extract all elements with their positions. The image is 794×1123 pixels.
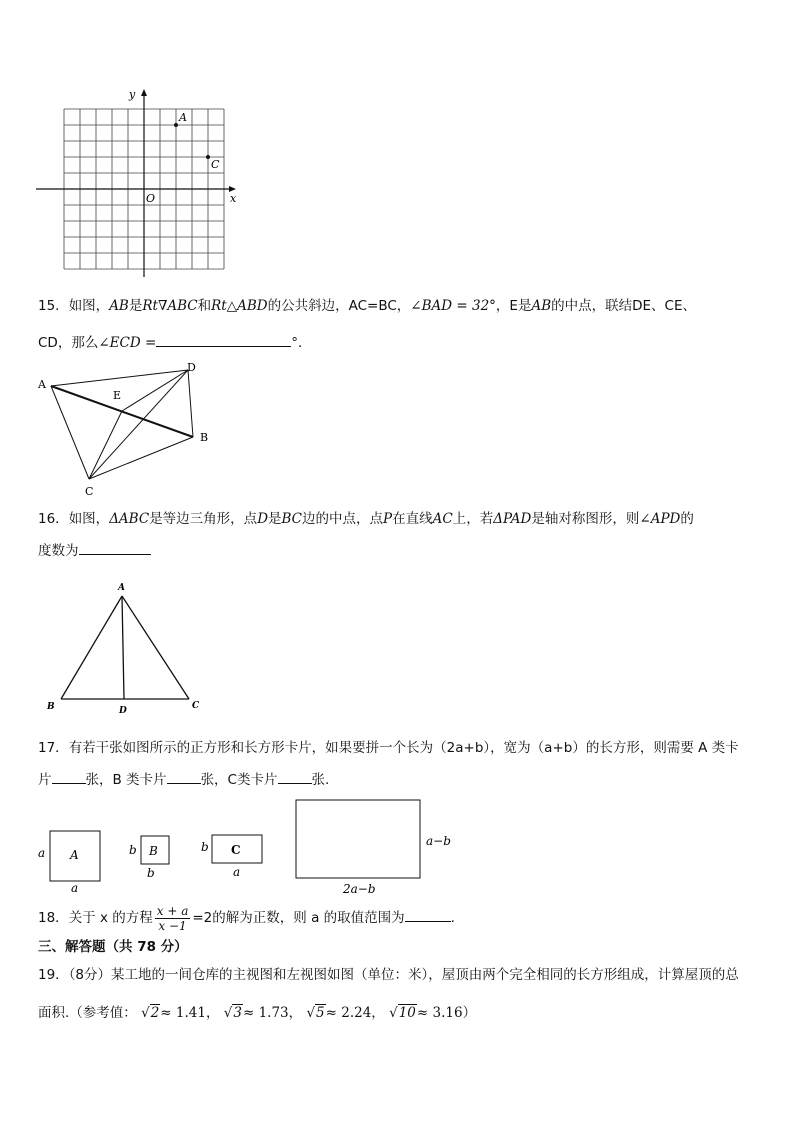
q17-text: 有若干张如图所示的正方形和长方形卡片，如果要拼一个长为（2a+b），宽为（a+b）的长方形，则需要 A 类卡 — [68, 740, 739, 756]
q15-quadrilateral-figure — [30, 360, 220, 500]
radicand: 3 — [233, 1005, 242, 1021]
q15-text: 是 — [128, 298, 143, 314]
q15-text: 如图， — [68, 298, 110, 314]
q15-angle-ecd: ∠ECD = — [98, 335, 157, 351]
sqrt-2: √2 — [141, 1005, 160, 1021]
q18-answer-blank[interactable] — [405, 907, 451, 922]
q15-label-a: A — [38, 378, 46, 391]
q17-text: 片 — [38, 772, 52, 788]
q18-number: 18． — [38, 910, 69, 926]
radicand: 2 — [150, 1005, 160, 1021]
q16-text: 在直线 — [392, 511, 433, 527]
card-c-name: C — [231, 843, 241, 857]
q17-line1 — [38, 738, 739, 758]
q15-ab: AB — [109, 298, 129, 314]
q16-text: 度数为 — [38, 543, 79, 559]
q16-line2 — [38, 540, 151, 561]
q17-blank-a[interactable] — [52, 769, 86, 784]
q15-label-c: C — [85, 485, 94, 498]
q18-denominator: x −1 — [158, 918, 187, 933]
q17-text: 张，B 类卡片 — [85, 772, 167, 788]
y-axis-arrow — [141, 89, 147, 96]
q15-text: CD，那么 — [38, 335, 99, 351]
q15-label-b: B — [200, 431, 209, 444]
card-c-bottom: a — [233, 865, 241, 879]
q15-number: 15． — [38, 298, 69, 314]
q17-cards-figure — [30, 795, 470, 900]
q15-ab: AB — [531, 298, 552, 314]
sqrt-5: √5 — [306, 1005, 325, 1021]
card-b-bottom: b — [147, 866, 155, 880]
x-axis-label: x — [230, 192, 237, 205]
q16-ac: AC — [432, 511, 453, 527]
q18-text: =2的解为正数，则 a 的取值范围为 — [192, 910, 405, 926]
q16-answer-blank[interactable] — [79, 540, 151, 555]
big-bottom: 2a−b — [343, 882, 376, 896]
q16-text: 是等边三角形，点 — [149, 511, 258, 527]
sqrt-10: √10 — [389, 1005, 416, 1021]
q16-triangle-figure — [40, 578, 210, 718]
q19-line2 — [38, 1003, 476, 1023]
q16-text: 是轴对称图形，则 — [531, 511, 640, 527]
q15-answer-blank[interactable] — [156, 332, 291, 347]
q17-text: 张，C类卡片 — [200, 772, 278, 788]
q19-value: ≈ 1.41， — [160, 1005, 220, 1021]
card-a-name: A — [70, 848, 79, 862]
q19-text: （8分）某工地的一间仓库的主视图和左视图如图（单位：米），屋顶由两个完全相同的长方形组成，计算屋顶的总 — [68, 967, 739, 983]
q16-angle-apd: ∠APD — [639, 511, 681, 527]
q16-number: 16． — [38, 511, 69, 527]
q17-blank-c[interactable] — [278, 769, 312, 784]
big-side: a−b — [426, 834, 451, 848]
card-a-bottom: a — [71, 881, 79, 895]
q17-number: 17． — [38, 740, 69, 756]
q16-bc: BC — [281, 511, 303, 527]
point-a-label: A — [179, 111, 187, 124]
q15-rt-abc: Rt∇ABC — [142, 298, 198, 314]
q19-value: ≈ 3.16） — [416, 1005, 477, 1021]
y-axis-label: y — [129, 88, 136, 101]
q16-point-d: D — [257, 511, 269, 527]
point-c-label: C — [211, 158, 220, 171]
q18-text: . — [450, 910, 455, 926]
q15-angle-bad: ∠BAD = 32° — [410, 298, 496, 314]
point-a — [174, 123, 178, 127]
q16-triangle-pad: ΔPAD — [493, 511, 532, 527]
q16-label-b: B — [47, 702, 55, 712]
q19-value: ≈ 2.24， — [325, 1005, 385, 1021]
q19-text: 面积.（参考值： — [38, 1005, 137, 1021]
section-three-title: 三、解答题（共 78 分） — [38, 939, 188, 955]
q16-triangle-abc: ΔABC — [109, 511, 150, 527]
q15-rt-abd: Rt△ABD — [211, 298, 268, 314]
q16-label-d: D — [119, 706, 127, 716]
q16-text: 的 — [680, 511, 694, 527]
q15-degree: °. — [291, 335, 303, 351]
q15-text: 的公共斜边，AC=BC， — [267, 298, 411, 314]
coordinate-grid-figure — [30, 85, 250, 280]
card-b-name: B — [149, 844, 158, 858]
q19-line1 — [38, 965, 739, 985]
card-a-side: a — [38, 846, 46, 860]
q15-line1 — [38, 296, 696, 316]
sqrt-3: √3 — [223, 1005, 242, 1021]
q15-text: ，E是 — [495, 298, 532, 314]
q15-label-e: E — [113, 389, 122, 402]
q16-text: 上，若 — [452, 511, 494, 527]
q16-label-a: A — [118, 583, 125, 593]
q15-line2 — [38, 332, 302, 353]
q16-text: 如图， — [68, 511, 110, 527]
q18-line — [38, 901, 455, 935]
q19-number: 19． — [38, 967, 69, 983]
origin-label: O — [146, 192, 156, 205]
card-c-side: b — [201, 840, 209, 854]
q16-label-c: C — [192, 701, 200, 711]
q15-text: 和 — [197, 298, 212, 314]
q18-fraction — [155, 904, 191, 933]
q17-line2 — [38, 769, 329, 790]
q16-text: 是 — [268, 511, 282, 527]
q18-numerator: x + a — [156, 903, 189, 918]
card-b-side: b — [129, 843, 137, 857]
q15-text: 的中点，联结DE、CE、 — [551, 298, 697, 314]
point-c — [206, 155, 210, 159]
q17-text: 张. — [311, 772, 330, 788]
radicand: 10 — [398, 1005, 416, 1021]
q19-value: ≈ 1.73， — [242, 1005, 303, 1021]
q16-text: 边的中点，点 — [302, 511, 384, 527]
q16-point-p: P — [383, 511, 393, 527]
q15-label-d: D — [187, 361, 196, 374]
radicand: 5 — [316, 1005, 325, 1021]
q16-line1 — [38, 509, 694, 529]
q18-text: 关于 x 的方程 — [68, 910, 153, 926]
q17-blank-b[interactable] — [167, 769, 201, 784]
big-rect — [296, 800, 420, 878]
